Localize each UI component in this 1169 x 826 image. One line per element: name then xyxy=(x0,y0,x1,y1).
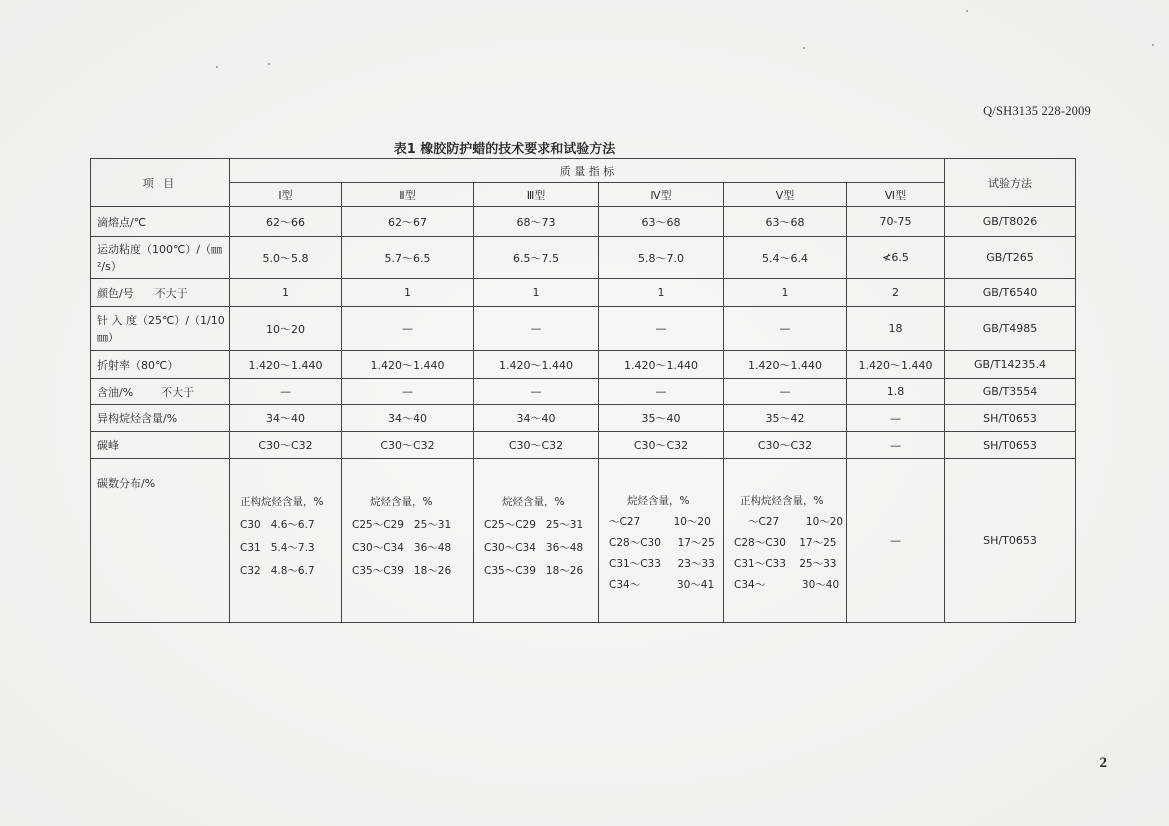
row-label: 异构烷烃含量/% xyxy=(91,405,230,432)
type-header-row xyxy=(91,183,1076,207)
cell: — xyxy=(342,379,474,405)
type-header: Ⅴ型 xyxy=(724,183,847,207)
cell: 63～68 xyxy=(599,207,724,237)
standard-number: Q/SH3135 228-2009 xyxy=(983,104,1091,118)
cell: — xyxy=(847,405,945,432)
table-row xyxy=(91,351,1076,379)
cell: 1.420～1.440 xyxy=(724,351,847,379)
cell: — xyxy=(474,307,599,351)
col-quality-header: 质 量 指 标 xyxy=(230,159,945,183)
cell: 18 xyxy=(847,307,945,351)
header-row xyxy=(91,159,1076,183)
method-cell: GB/T6540 xyxy=(945,279,1076,307)
cell: 1.420～1.440 xyxy=(342,351,474,379)
cell: C30～C32 xyxy=(724,432,847,459)
cell: ≮6.5 xyxy=(847,237,945,279)
cell: 10～20 xyxy=(230,307,342,351)
cell: 35～40 xyxy=(599,405,724,432)
method-cell: GB/T14235.4 xyxy=(945,351,1076,379)
row-label: 折射率（80℃） xyxy=(91,351,230,379)
type-header: Ⅳ型 xyxy=(599,183,724,207)
cell: — xyxy=(724,307,847,351)
cell: 1 xyxy=(599,279,724,307)
cell: 2 xyxy=(847,279,945,307)
cell: — xyxy=(724,379,847,405)
cell: 34～40 xyxy=(342,405,474,432)
cell: 63～68 xyxy=(724,207,847,237)
cell: 35～42 xyxy=(724,405,847,432)
distribution-cell: 正构烷烃含量，% C30 4.6～6.7 C31 5.4～7.3 C32 4.8～6.7 xyxy=(230,459,342,623)
cell: — xyxy=(599,307,724,351)
cell: 1.420～1.440 xyxy=(599,351,724,379)
type-header: Ⅵ型 xyxy=(847,183,945,207)
row-label: 含油/% 不大于 xyxy=(91,379,230,405)
table-row xyxy=(91,237,1076,279)
cell: — xyxy=(847,459,945,623)
cell: 70-75 xyxy=(847,207,945,237)
row-label: 滴熔点/℃ xyxy=(91,207,230,237)
method-cell: GB/T265 xyxy=(945,237,1076,279)
row-label: 针 入 度（25℃）/（1/10㎜） xyxy=(91,307,230,351)
type-header: Ⅱ型 xyxy=(342,183,474,207)
cell: — xyxy=(342,307,474,351)
cell: 1.420～1.440 xyxy=(474,351,599,379)
col-item-header: 项 目 xyxy=(91,159,230,207)
cell: C30～C32 xyxy=(342,432,474,459)
distribution-cell: 烷烃含量，% C25～C29 25～31 C30～C34 36～48 C35～C39 18～26 xyxy=(342,459,474,623)
row-label: 碳数分布/% xyxy=(91,459,230,623)
distribution-cell: 正构烷烃含量，% ～C27 10～20 C28～C30 17～25 C31～C33 25～33 C34～ 30～40 xyxy=(724,459,847,623)
spec-table xyxy=(90,158,1076,623)
cell: C30～C32 xyxy=(230,432,342,459)
cell: 34～40 xyxy=(474,405,599,432)
cell: 1.420～1.440 xyxy=(847,351,945,379)
cell: — xyxy=(847,432,945,459)
cell: C30～C32 xyxy=(474,432,599,459)
cell: 62～67 xyxy=(342,207,474,237)
row-label: 运动粘度（100℃）/（㎜²/s） xyxy=(91,237,230,279)
page-number: 2 xyxy=(1099,755,1107,771)
cell: — xyxy=(599,379,724,405)
cell: 68～73 xyxy=(474,207,599,237)
cell: 34～40 xyxy=(230,405,342,432)
distribution-cell: 烷烃含量，% ～C27 10～20 C28～C30 17～25 C31～C33 23～33 C34～ 30～41 xyxy=(599,459,724,623)
cell: 5.4～6.4 xyxy=(724,237,847,279)
cell: 1 xyxy=(342,279,474,307)
cell: 5.7～6.5 xyxy=(342,237,474,279)
method-cell: SH/T0653 xyxy=(945,432,1076,459)
cell: 62～66 xyxy=(230,207,342,237)
row-label: 颜色/号 不大于 xyxy=(91,279,230,307)
row-label: 碳峰 xyxy=(91,432,230,459)
table-row xyxy=(91,379,1076,405)
table-row xyxy=(91,405,1076,432)
cell: 1 xyxy=(230,279,342,307)
table-row xyxy=(91,279,1076,307)
method-cell: GB/T8026 xyxy=(945,207,1076,237)
table-title: 表1 橡胶防护蜡的技术要求和试验方法 xyxy=(393,142,616,157)
cell: 1 xyxy=(474,279,599,307)
cell: — xyxy=(474,379,599,405)
cell: — xyxy=(230,379,342,405)
cell: 6.5～7.5 xyxy=(474,237,599,279)
cell: 1 xyxy=(724,279,847,307)
table-row xyxy=(91,207,1076,237)
method-cell: GB/T4985 xyxy=(945,307,1076,351)
cell: 5.0～5.8 xyxy=(230,237,342,279)
method-cell: SH/T0653 xyxy=(945,405,1076,432)
cell: 1.420～1.440 xyxy=(230,351,342,379)
method-cell: SH/T0653 xyxy=(945,459,1076,623)
cell: 1.8 xyxy=(847,379,945,405)
carbon-distribution-row xyxy=(91,459,1076,623)
distribution-cell: 烷烃含量，% C25～C29 25～31 C30～C34 36～48 C35～C39 18～26 xyxy=(474,459,599,623)
type-header: Ⅲ型 xyxy=(474,183,599,207)
cell: 5.8～7.0 xyxy=(599,237,724,279)
table-row xyxy=(91,432,1076,459)
method-cell: GB/T3554 xyxy=(945,379,1076,405)
cell: C30～C32 xyxy=(599,432,724,459)
type-header: Ⅰ型 xyxy=(230,183,342,207)
table-row xyxy=(91,307,1076,351)
col-method-header: 试验方法 xyxy=(945,159,1076,207)
